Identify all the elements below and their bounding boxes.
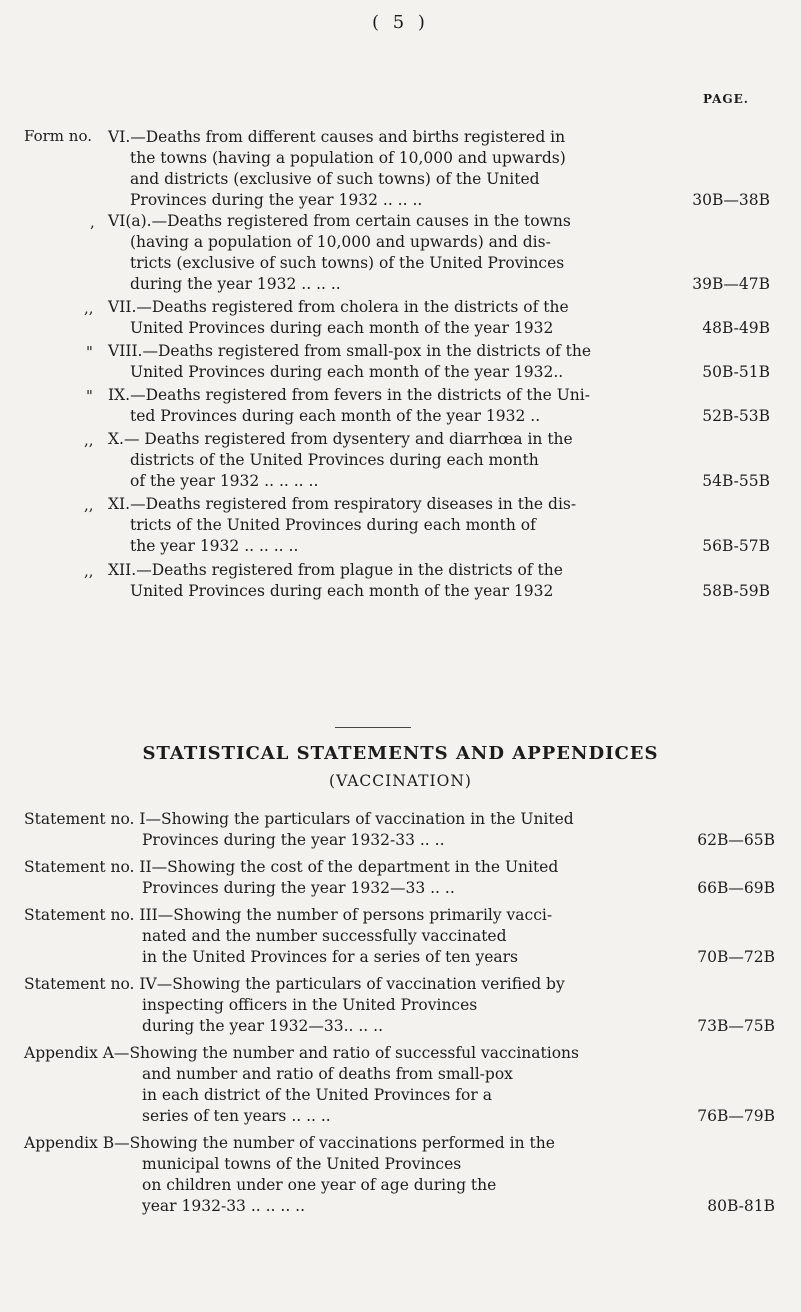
statement-label: Appendix A—: [24, 1044, 130, 1062]
form-marker: ,,: [84, 431, 94, 449]
form-entry-line: VII.—Deaths registered from cholera in the districts of the: [108, 298, 569, 316]
form-prefix: Form no.: [24, 127, 92, 145]
statement-line: year 1932-33 .. .. .. ..: [142, 1197, 306, 1215]
page-column-header: PAGE.: [702, 92, 749, 106]
statement-line: Showing the number of persons primarily vacci-: [173, 906, 553, 924]
form-entry-pages: 30B—38B: [692, 191, 770, 209]
statement-label: Statement no. II—: [24, 858, 168, 876]
statement-label: Statement no. IV—: [24, 975, 173, 993]
statement-line: Provinces during the year 1932-33 .. ..: [142, 831, 445, 849]
statement-line: Showing the number of vaccinations performed in the: [129, 1134, 555, 1152]
form-entry-line: districts of the United Provinces during each month: [130, 451, 539, 469]
form-entry-pages: 58B-59B: [702, 582, 770, 600]
form-entry-line: VI(a).—Deaths registered from certain causes in the towns: [108, 212, 571, 230]
section-subtitle: (VACCINATION): [329, 772, 472, 790]
form-entry-line: tricts (exclusive of such towns) of the United Provinces: [130, 254, 565, 272]
form-entry-line: XII.—Deaths registered from plague in the districts of the: [108, 561, 563, 579]
statement-first-line: [24, 857, 744, 878]
statement-first-line: [24, 905, 744, 926]
statement-line: in each district of the United Provinces for a: [142, 1086, 492, 1104]
form-marker: ,,: [84, 299, 94, 317]
statement-line: nated and the number successfully vaccinated: [142, 927, 507, 945]
statement-line: Showing the cost of the department in the United: [167, 858, 559, 876]
statement-pages: 66B—69B: [697, 879, 775, 897]
statement-first-line: [24, 1043, 744, 1064]
form-marker: ,: [90, 213, 95, 231]
form-entry-pages: 50B-51B: [702, 363, 770, 381]
form-entry-line: (having a population of 10,000 and upwards) and dis-: [130, 233, 551, 251]
statement-label: Appendix B—: [24, 1134, 130, 1152]
form-entry-line: VIII.—Deaths registered from small-pox in the districts of the: [108, 342, 592, 360]
form-entry-line: United Provinces during each month of the year 1932..: [130, 363, 564, 381]
form-entry-line: ted Provinces during each month of the year 1932 ..: [130, 407, 541, 425]
statement-first-line: [24, 1133, 744, 1154]
statement-line: municipal towns of the United Provinces: [142, 1155, 462, 1173]
form-marker: ": [86, 343, 93, 361]
form-entry-pages: 48B-49B: [702, 319, 770, 337]
form-marker: ,,: [84, 496, 94, 514]
statement-line: series of ten years .. .. ..: [142, 1107, 331, 1125]
form-entry-pages: 52B-53B: [702, 407, 770, 425]
statement-line: in the United Provinces for a series of ten years: [142, 948, 518, 966]
form-entry-line: of the year 1932 .. .. .. ..: [130, 472, 319, 490]
statement-line: Showing the particulars of vaccination in the United: [161, 810, 574, 828]
form-entry-line: Provinces during the year 1932 .. .. ..: [130, 191, 423, 209]
form-entry-line: and districts (exclusive of such towns) of the United: [130, 170, 540, 188]
form-entry-line: IX.—Deaths registered from fevers in the districts of the Uni-: [108, 386, 590, 404]
form-marker: ": [86, 387, 93, 405]
statement-entry: [24, 905, 744, 968]
section-title: STATISTICAL STATEMENTS AND APPENDICES: [142, 743, 659, 764]
statement-line: and number and ratio of deaths from small-pox: [142, 1065, 513, 1083]
form-marker: ,,: [84, 562, 94, 580]
statement-pages: 76B—79B: [697, 1107, 775, 1125]
form-entry-line: United Provinces during each month of the year 1932: [130, 582, 554, 600]
statement-line: Showing the number and ratio of successful vaccinations: [129, 1044, 579, 1062]
statement-pages: 80B-81B: [707, 1197, 775, 1215]
statement-entry: [24, 809, 744, 851]
form-entry-line: the year 1932 .. .. .. ..: [130, 537, 299, 555]
statement-line: Showing the particulars of vaccination verified by: [172, 975, 565, 993]
page-number: ( 5 ): [372, 12, 429, 33]
statement-entry: [24, 974, 744, 1037]
form-entry-line: XI.—Deaths registered from respiratory diseases in the dis-: [108, 495, 577, 513]
statement-pages: 73B—75B: [697, 1017, 775, 1035]
statement-label: Statement no. I—: [24, 810, 162, 828]
form-entry-line: X.— Deaths registered from dysentery and diarrhœa in the: [108, 430, 573, 448]
statement-pages: 70B—72B: [697, 948, 775, 966]
statement-first-line: [24, 974, 744, 995]
statement-line: Provinces during the year 1932—33 .. ..: [142, 879, 455, 897]
statement-line: during the year 1932—33.. .. ..: [142, 1017, 384, 1035]
statement-label: Statement no. III—: [24, 906, 174, 924]
statement-line: on children under one year of age during the: [142, 1176, 497, 1194]
statement-entry: [24, 1043, 744, 1127]
form-entry-line: VI.—Deaths from different causes and births registered in: [108, 128, 566, 146]
divider: [335, 727, 411, 728]
form-entry-line: during the year 1932 .. .. ..: [130, 275, 341, 293]
statement-line: inspecting officers in the United Provinces: [142, 996, 478, 1014]
form-entry-pages: 39B—47B: [692, 275, 770, 293]
form-entry-pages: 54B-55B: [702, 472, 770, 490]
form-entry-line: the towns (having a population of 10,000 and upwards): [130, 149, 566, 167]
form-entry-pages: 56B-57B: [702, 537, 770, 555]
statement-entry: [24, 1133, 744, 1217]
statement-first-line: [24, 809, 744, 830]
form-entry-line: United Provinces during each month of the year 1932: [130, 319, 554, 337]
form-entry-line: tricts of the United Provinces during each month of: [130, 516, 536, 534]
statement-entry: [24, 857, 744, 899]
statement-pages: 62B—65B: [697, 831, 775, 849]
